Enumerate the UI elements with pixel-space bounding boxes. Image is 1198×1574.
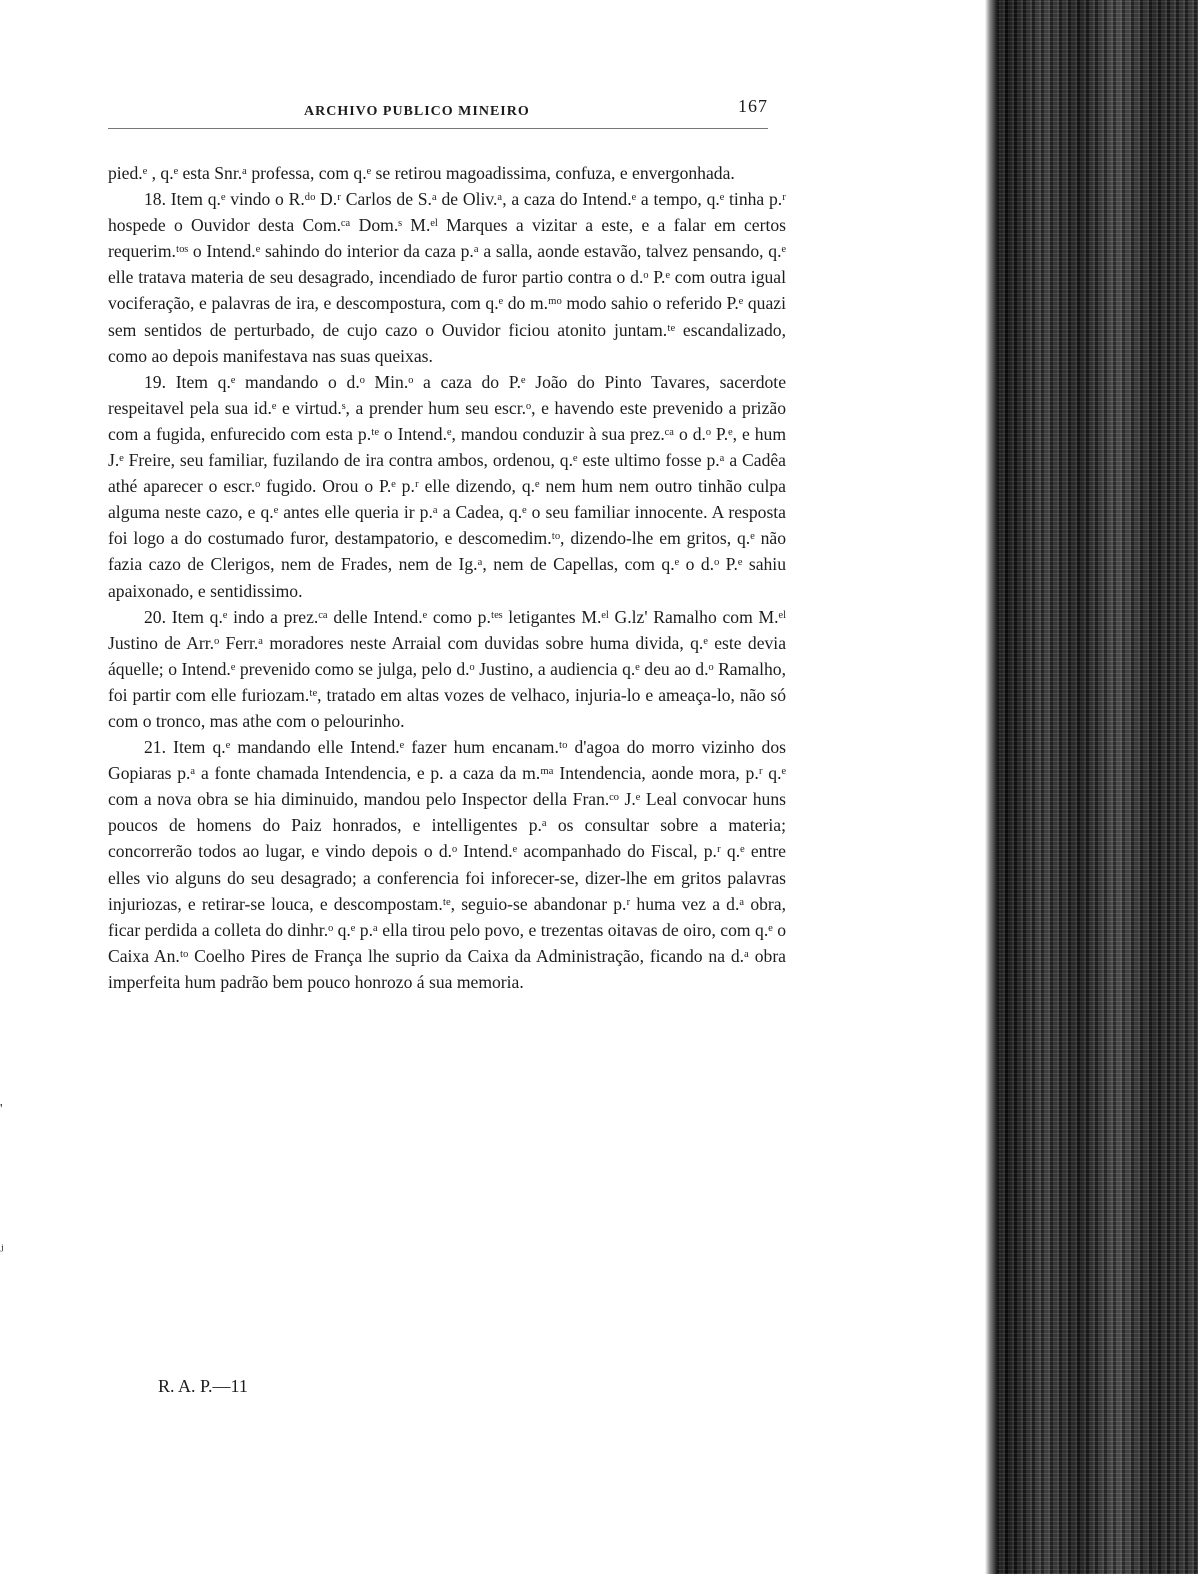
paragraph-item-19: 19. Item q.ᵉ mandando o d.ᵒ Min.ᵒ a caza do P.ᵉ João do Pinto Tavares, sacerdote respeitavel pela sua id.ᵉ e virtud.ˢ, a prender hum seu escr.ᵒ, e havendo este prevenido a prizão com a fugida, enfurecido com esta p.ᵗᵉ o Intend.ᵉ, mandou conduzir à sua prez.ᶜᵃ o d.ᵒ P.ᵉ, e hum J.ᵉ Freire, seu familiar, fuzilando de ira contra ambos, ordenou, q.ᵉ este ultimo fosse p.ᵃ a Cadêa athé aparecer o escr.ᵒ fugido. Orou o P.ᵉ p.ʳ elle dizendo, q.ᵉ nem hum nem outro tinhão culpa alguma neste cazo, e q.ᵉ antes elle queria ir p.ᵃ a Cadea, q.ᵉ o seu familiar innocente. A resposta foi logo a do costumado furor, destampatorio, e descomedim.ᵗᵒ, dizendo-lhe em gritos, q.ᵉ não fazia cazo de Clerigos, nem de Frades, nem de Ig.ᵃ, nem de Capellas, com q.ᵉ o d.ᵒ P.ᵉ sahiu apaixonado, e sentidissimo. bbox=[108, 371, 786, 601]
margin-mark: ' bbox=[0, 1102, 3, 1117]
running-head bbox=[108, 96, 768, 126]
paragraph-item-20: 20. Item q.ᵉ indo a prez.ᶜᵃ delle Intend.ᵉ como p.ᵗᵉˢ letigantes M.ᵉˡ G.lz' Ramalho com M.ᵉˡ Justino de Arr.ᵒ Ferr.ᵃ moradores neste Arraial com duvidas sobre huma divida, q.ᵉ este devia áquelle; o Intend.ᵉ prevenido como se julga, pelo d.ᵒ Justino, a audiencia q.ᵉ deu ao d.ᵒ Ramalho, foi partir com elle furiozam.ᵗᵉ, tratado em altas vozes de velhaco, injuria-lo e ameaça-lo, não só com o tronco, mas athe com o pelourinho. bbox=[108, 606, 786, 731]
margin-mark: ⱼ bbox=[0, 1239, 4, 1254]
paragraph-continuation: pied.ᵉ , q.ᵉ esta Snr.ᵃ professa, com q.ᵉ se retirou magoadissima, confuza, e envergonhada. bbox=[108, 163, 735, 183]
paragraph-item-21: 21. Item q.ᵉ mandando elle Intend.ᵉ fazer hum encanam.ᵗᵒ d'agoa do morro vizinho dos Gopiaras p.ᵃ a fonte chamada Intendencia, e p. a caza da m.ᵐᵃ Intendencia, aonde mora, p.ʳ q.ᵉ com a nova obra se hia diminuido, mandou pelo Inspector della Fran.ᶜᵒ J.ᵉ Leal convocar huns poucos de homens do Paiz honrados, e intelligentes p.ᵃ os consultar sobre a materia; concorrerão todos ao lugar, e vindo depois o d.ᵒ Intend.ᵉ acompanhado do Fiscal, p.ʳ q.ᵉ entre elles vio alguns do seu desagrado; a conferencia foi inforecer-se, dizer-lhe em gritos palavras injuriozas, e retirar-se louca, e descompostam.ᵗᵉ, seguio-se abandonar p.ʳ huma vez a d.ᵃ obra, ficar perdida a colleta do dinhr.ᵒ q.ᵉ p.ᵃ ella tirou pelo povo, e trezentas oitavas de oiro, com q.ᵉ o Caixa An.ᵗᵒ Coelho Pires de França lhe suprio da Caixa da Administração, ficando na d.ᵃ obra imperfeita hum padrão bem pouco honrozo á sua memoria. bbox=[108, 737, 786, 992]
body-text bbox=[108, 160, 786, 995]
book-edge-scan-artifact bbox=[985, 0, 1198, 1574]
header-rule bbox=[108, 128, 768, 129]
page-number: 167 bbox=[738, 96, 768, 116]
paragraph-item-18: 18. Item q.ᵉ vindo o R.ᵈᵒ D.ʳ Carlos de S.ᵃ de Oliv.ᵃ, a caza do Intend.ᵉ a tempo, q.ᵉ tinha p.ʳ hospede o Ouvidor desta Com.ᶜᵃ Dom.ˢ M.ᵉˡ Marques a vizitar a este, e a falar em certos requerim.ᵗᵒˢ o Intend.ᵉ sahindo do interior da caza p.ᵃ a salla, aonde estavão, talvez pensando, q.ᵉ elle tratava materia de seu desagrado, incendiado de furor partio contra o d.ᵒ P.ᵉ com outra igual vociferação, e palavras de ira, e descompostura, com q.ᵉ do m.ᵐᵒ modo sahio o referido P.ᵉ quazi sem sentidos de perturbado, de cujo cazo o Ouvidor ficiou atonito juntam.ᵗᵉ escandalizado, como ao depois manifestava nas suas queixas. bbox=[108, 189, 786, 366]
signature-mark: R. A. P.—11 bbox=[158, 1376, 248, 1396]
page-gutter-shadow bbox=[985, 0, 997, 1574]
journal-title: ARCHIVO PUBLICO MINEIRO bbox=[304, 104, 530, 119]
